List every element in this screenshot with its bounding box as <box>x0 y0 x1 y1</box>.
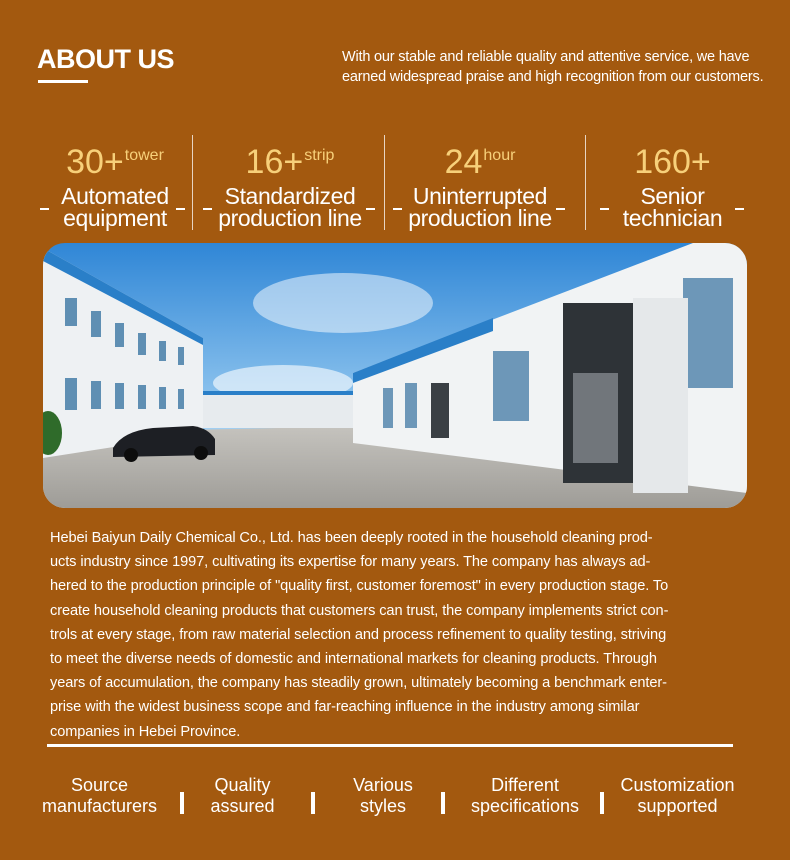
stat-divider <box>585 135 586 230</box>
description-line: ucts industry since 1997, cultivating its expertise for many years. The company has always ad- <box>50 554 651 571</box>
stat-unit: tower <box>124 147 164 164</box>
description-line: prise with the widest business scope and far-reaching influence in the industry among similar <box>50 699 640 716</box>
factory-photo <box>43 243 747 508</box>
dash-decoration <box>40 208 49 210</box>
intro-line: earned widespread praise and high recognition from our customers. <box>342 69 764 85</box>
feature-line: Customization <box>620 775 735 795</box>
feature-line: Source <box>70 775 129 795</box>
stat-label-line: Senior <box>640 183 705 209</box>
feature-line: manufacturers <box>41 796 158 816</box>
stat-label-line: Uninterrupted <box>412 183 548 209</box>
feature-divider <box>441 792 445 814</box>
stat-value: 16+ <box>245 143 304 181</box>
description-line: to meet the diverse needs of domestic and international markets for cleaning products. Through <box>50 651 657 668</box>
dash-decoration <box>556 208 565 210</box>
stat-automated-equipment <box>40 130 190 235</box>
dash-decoration <box>393 208 402 210</box>
description-line: companies in Hebei Province. <box>50 723 241 740</box>
feature-divider <box>311 792 315 814</box>
description-line: hered to the production principle of "quality first, customer foremost" in every production stage. To <box>50 578 669 595</box>
feature-various-styles <box>333 775 433 817</box>
intro-line: With our stable and reliable quality and attentive service, we have <box>342 49 750 65</box>
stat-label-line: technician <box>622 205 723 231</box>
description-line: Hebei Baiyun Daily Chemical Co., Ltd. has been deeply rooted in the household cleaning prod- <box>50 530 653 546</box>
stat-label-line: equipment <box>63 205 167 231</box>
stat-number <box>605 144 740 180</box>
stat-value: 160+ <box>634 143 711 181</box>
feature-line: assured <box>210 796 275 816</box>
stat-divider <box>384 135 385 230</box>
dash-decoration <box>600 208 609 210</box>
feature-source-manufacturers <box>32 775 167 817</box>
stat-label <box>40 185 190 229</box>
features-row <box>0 775 790 835</box>
description-line: years of accumulation, the company has steadily grown, ultimately becoming a benchmark enter- <box>50 675 667 692</box>
stat-uninterrupted-production-line <box>395 130 565 235</box>
feature-line: Various <box>353 775 413 795</box>
stat-label-line: production line <box>218 205 362 231</box>
stat-standardized-production-line <box>205 130 375 235</box>
stat-unit: strip <box>304 147 335 164</box>
feature-line: styles <box>359 796 406 816</box>
stat-number <box>205 144 375 180</box>
stat-value: 30+ <box>66 143 124 181</box>
stat-label-line: Automated <box>61 183 169 209</box>
feature-different-specifications <box>460 775 590 817</box>
feature-divider <box>600 792 604 814</box>
stat-senior-technician <box>605 130 740 235</box>
stat-label <box>605 185 740 229</box>
stat-label-line: Standardized <box>224 183 356 209</box>
feature-line: Different <box>491 775 559 795</box>
stat-label <box>205 185 375 229</box>
dash-decoration <box>176 208 185 210</box>
stat-number <box>395 144 565 180</box>
stat-unit: hour <box>483 147 516 164</box>
stat-label-line: production line <box>408 205 552 231</box>
stat-divider <box>192 135 193 230</box>
section-title: ABOUT US <box>37 44 174 74</box>
description-line: create household cleaning products that customers can trust, the company implements strict con- <box>50 602 669 619</box>
intro-text <box>342 47 772 87</box>
dash-decoration <box>735 208 744 210</box>
dash-decoration <box>203 208 212 210</box>
feature-line: Quality <box>214 775 271 795</box>
feature-quality-assured <box>195 775 290 817</box>
feature-customization-supported <box>610 775 745 817</box>
feature-line: specifications <box>470 796 580 816</box>
title-underline <box>38 80 88 83</box>
company-description <box>50 526 745 744</box>
description-line: trols at every stage, from raw material selection and process refinement to quality testing, striving <box>50 626 667 643</box>
stat-label <box>395 185 565 229</box>
feature-divider <box>180 792 184 814</box>
stats-row <box>0 130 790 235</box>
factory-illustration <box>43 243 747 508</box>
stat-number <box>40 144 190 180</box>
dash-decoration <box>366 208 375 210</box>
section-divider <box>47 744 733 747</box>
feature-line: supported <box>637 796 718 816</box>
stat-value: 24 <box>444 143 483 181</box>
